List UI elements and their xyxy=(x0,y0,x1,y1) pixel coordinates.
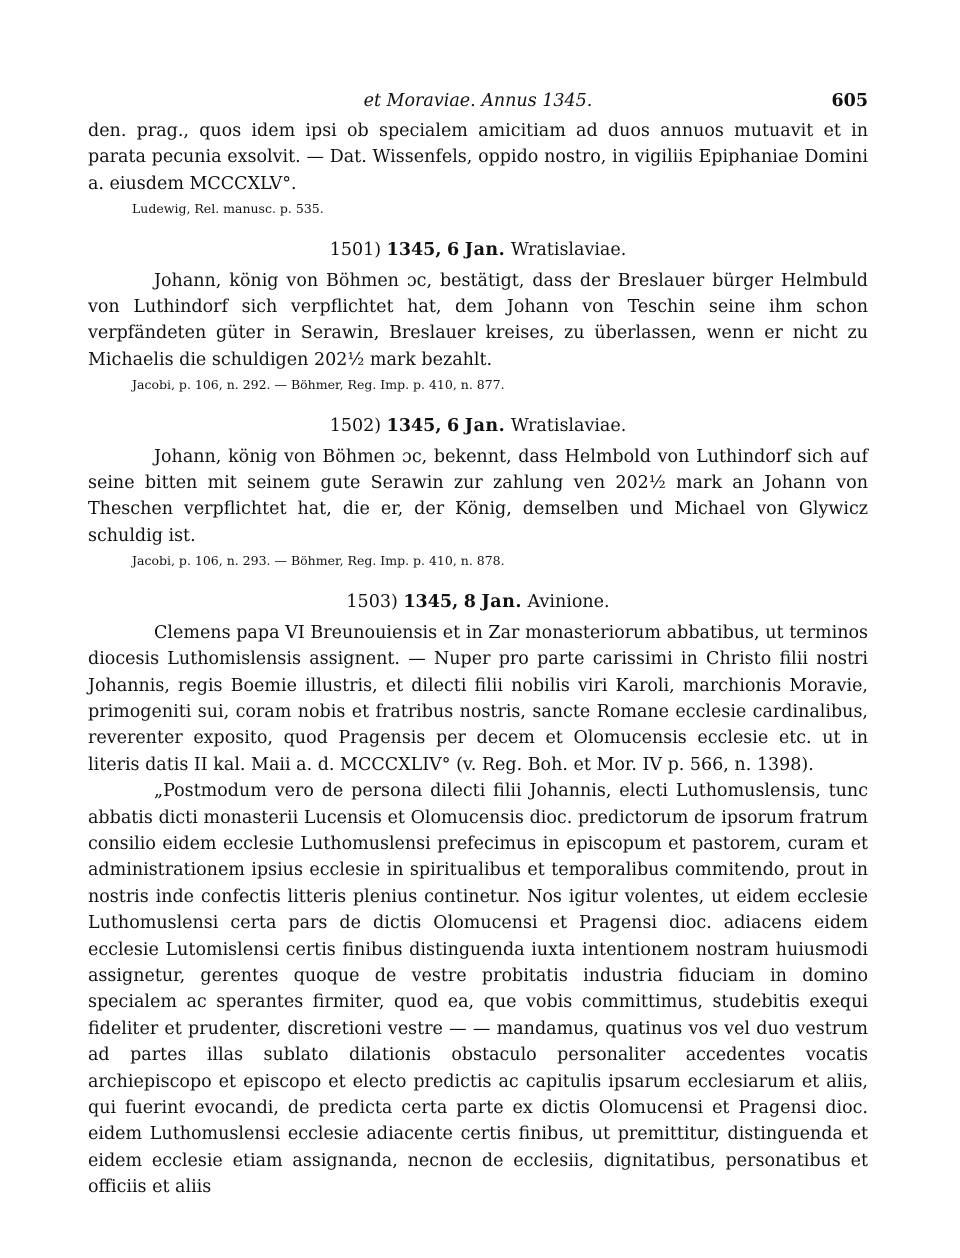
entry-1502-heading xyxy=(88,413,868,439)
entry-1501-text: Johann, könig von Böhmen ɔc, bestätigt, dass der Breslauer bürger Helmbuld von Luthindorf sich verpflichtet hat, dem Johann von Teschin seine ihm schon verpfändeten güter in Serawin, Breslauer kreises, zu überlassen, wenn er nicht zu Michaelis die schuldigen 202½ mark bezahlt. xyxy=(88,270,868,370)
intro-paragraph: den. prag., quos idem ipsi ob specialem amicitiam ad duos annuos mutuavit et in parata pecunia exsolvit. — Dat. Wissenfels, oppido nostro, in vigiliis Epiphaniae Domini a. eiusdem MCCCXLV°. xyxy=(88,121,868,194)
entry-number: 1503) xyxy=(346,592,398,613)
entry-number: 1502) xyxy=(329,416,382,437)
entry-place: Wratislaviae. xyxy=(510,416,627,437)
entry-1503-text-continued: „Postmodum vero de persona dilecti filii Johannis, electi Luthomuslensis, tunc abbatis dicti monasterii Lucensis et Olomucensis dioc. predictorum de ipsorum fratrum consilio eidem ecclesie Luthomuslensi prefecimus in episcopum et pastorem, curam et administrationem ipsius ecclesie in spiritualibus et temporalibus commitendo, prout in nostris inde confectis litteris plenius continetur. Nos igitur volentes, ut eidem ecclesie Luthomuslensi certa pars de dictis Olomucensi et Pragensi dioc. adiacens eidem ecclesie Lutomislensi certis finibus distinguenda iuxta intentionem nostram huiusmodi assignetur, gerentes quoque de vestre probitatis industria fiduciam in domino specialem ac sperantes firmiter, quod ea, que vobis committimus, studebitis exequi fideliter et prudenter, discretioni vestre — — mandamus, quatinus vos vel duo vestrum ad partes illas sublato dilationis obstaculo personaliter accedentes vocatis archiepiscopo et episcopo et electo predictis ac capitulis ipsarum ecclesiarum et aliis, qui fuerint evocandi, de predicta certa parte ex dictis Olomucensi et Pragensi dioc. eidem Luthomuslensi ecclesie adiacente certis finibus, ut premittitur, distinguenda et eidem ecclesie etiam assignanda, necnon de ecclesiis, dignitatibus, personatibus et officiis et aliis xyxy=(88,781,868,1198)
entry-1502-source: Jacobi, p. 106, n. 293. — Böhmer, Reg. Imp. p. 410, n. 878. xyxy=(132,553,505,569)
entry-1503-heading xyxy=(88,589,868,615)
entry-place: Avinione. xyxy=(527,592,610,613)
entry-place: Wratislaviae. xyxy=(510,240,627,261)
running-title: et Moraviae. Annus 1345. xyxy=(363,91,593,111)
page-number: 605 xyxy=(831,91,868,111)
intro-source-citation: Ludewig, Rel. manusc. p. 535. xyxy=(132,201,324,217)
entry-1503-text: Clemens papa VI Breunouiensis et in Zar monasteriorum abbatibus, ut terminos diocesis Luthomislensis assignent. — Nuper pro parte carissimi in Christo filii nostri Johannis, regis Boemie illustris, et dilecti filii nobilis viri Karoli, marchionis Moravie, primogeniti sui, coram nobis et fratribus nostris, sancte Romane ecclesie cardinalibus, reverenter exposito, quod Pragensis per decem et Olomucensis ecclesie etc. ut in literis datis II kal. Maii a. d. MCCCXLIV° (v. Reg. Boh. et Mor. IV p. 566, n. 1398). xyxy=(88,622,868,775)
entry-1501-heading xyxy=(88,237,868,263)
entry-month: Jan. xyxy=(464,416,506,437)
entry-day: 6 xyxy=(447,416,460,437)
entry-month: Jan. xyxy=(464,240,506,261)
entry-year: 1345, xyxy=(386,240,442,261)
page-header xyxy=(88,88,868,118)
entry-year: 1345, xyxy=(403,592,459,613)
entry-day: 6 xyxy=(447,240,460,261)
entry-year: 1345, xyxy=(386,416,442,437)
entry-1501-source: Jacobi, p. 106, n. 292. — Böhmer, Reg. Imp. p. 410, n. 877. xyxy=(132,377,505,393)
entry-day: 8 xyxy=(463,592,476,613)
entry-month: Jan. xyxy=(481,592,522,613)
entry-1502-text: Johann, könig von Böhmen ɔc, bekennt, dass Helmbold von Luthindorf sich auf seine bitten mit seinem gute Serawin zur zahlung ven 202½ mark an Johann von Theschen verpflichtet hat, die er, der König, demselben und Michael von Glywicz schuldig ist. xyxy=(88,446,868,546)
entry-number: 1501) xyxy=(329,240,382,261)
document-page xyxy=(88,0,868,1201)
